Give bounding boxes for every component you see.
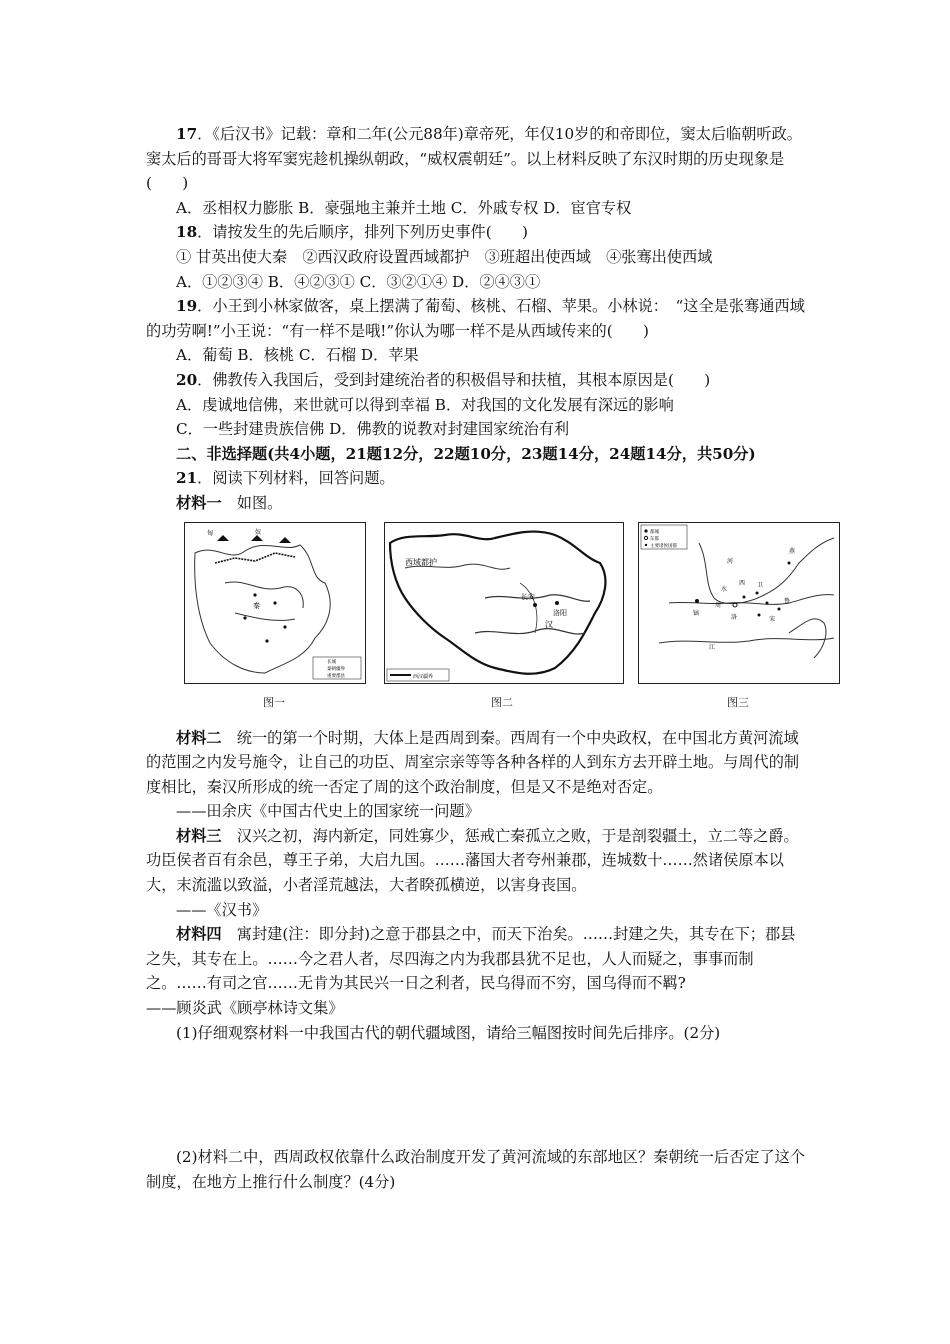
material-4-source: ——顾炎武《顾亭林诗文集》 [146,999,344,1018]
q20-stem: 20．佛教传入我国后，受到封建统治者的积极倡导和扶植，其根本原因是( ) [176,370,711,389]
q18-number: 18 [176,223,198,242]
material-3-text: 汉兴之初，海内新定，同姓寡少，惩戒亡秦孤立之败，于是剖裂疆土，立二等之爵。功臣侯者百有余邑，尊王子弟，大启九国。……藩国大者夸州兼郡，连城数十……然诸侯原本以大，末流滥以致溢，小者淫荒越法，大者睽孤横逆，以害身丧国。 [146,826,799,895]
fig2-label-luoyang: 洛阳 [553,608,567,617]
q19-number: 19 [176,297,198,316]
map-figures [146,522,810,722]
material-4-label: 材料四 [176,925,222,944]
western-zhou-map [639,523,839,683]
material-4 [146,922,810,996]
fig3-legend-1: 都城 [650,529,659,535]
fig2-legend: 西汉疆界 [413,673,434,680]
q20-number: 20 [176,370,198,389]
fig3-label-xi: 西 [739,579,746,587]
fig3-label-shui: 水 [721,585,728,593]
fig3-label-jiang: 江 [709,643,716,651]
fig1-label-xiongnu: 匈 [207,529,214,537]
fig3-label-wei: 卫 [757,581,764,589]
material-3 [146,824,810,898]
q17-number: 17 [176,125,198,143]
q17-stem: 17．《后汉书》记载：章和二年(公元88年)章帝死，年仅10岁的和帝即位，窦太后临朝听政。窦太后的哥哥大将军窦宪趁机操纵朝政，“威权震朝廷”。以上材料反映了东汉时期的历史现象是( ) [146,125,802,193]
map-caption-3: 图三 [727,695,749,709]
material-1-label: 材料一 [176,493,222,512]
q21-stem: 21．阅读下列材料，回答问题。 [176,469,395,488]
q18-stem: 18．请按发生的先后顺序，排列下列历史事件( ) [176,223,528,242]
q18-options: A．①②③④ B．④②③① C．③②①④ D．②④③① [176,272,541,291]
fig3-label-yan: 燕 [789,547,796,555]
fig1-legend-2: 秦朝疆界 [327,666,345,672]
material-3-source: ——《汉书》 [176,900,268,919]
fig3-label-zhou: 周 [715,601,722,609]
fig3-label-hao: 镐 [693,609,700,617]
map-caption-2: 图二 [491,695,513,709]
answer-space-1[interactable] [146,1045,810,1145]
fig2-label-han: 汉 [545,619,553,629]
sub-question-2: (2)材料二中，西周政权依靠什么政治制度开发了黄河流域的东部地区？秦朝统一后否定了这个制度，在地方上推行什么制度？(4分) [146,1148,806,1191]
western-han-territory-map [385,523,623,683]
map-figure-3 [638,522,840,684]
q19-stem: 19．小王到小林家做客，桌上摆满了葡萄、核桃、石榴、苹果。小林说： “这全是张骞通西域的功劳啊!”小王说：“有一样不是哦!”你认为哪一样不是从西域传来的( ) [146,297,805,340]
fig3-label-song: 宋 [769,615,776,623]
q19-options: A．葡萄 B．核桃 C．石榴 D．苹果 [176,346,419,365]
sub-question-1: (1)仔细观察材料一中我国古代的朝代疆域图，请给三幅图按时间先后排序。(2分) [176,1023,721,1042]
fig3-label-luo: 洛 [731,613,738,621]
q18-events: ① 甘英出使大秦 ②西汉政府设置西域都护 ③班超出使西域 ④张骞出使西域 [176,247,713,266]
fig3-legend-2: 东都 [650,536,659,542]
fig1-legend-3: 重要郡县 [327,673,345,679]
fig1-legend-1: 长城 [327,659,336,665]
map-caption-1: 图一 [263,695,285,709]
material-1-text: 如图。 [221,493,283,512]
material-2-source: ——田余庆《中国古代史上的国家统一问题》 [176,802,480,821]
material-4-text: 寓封建(注：即分封)之意于郡县之中，而天下治矣。……封建之失，其专在下；郡县之失，其专在上。……今之君人者，尽四海之内为我郡县犹不足也，人人而疑之，事事而制之。……有司之官……无肯为其民兴一日之利者，民乌得而不穷，国乌得而不羁? [146,925,796,993]
fig3-legend-3: 主要诸侯国都 [650,543,677,549]
fig2-label-xiyu: 西域都护 [405,557,437,567]
q21-number: 21 [176,469,198,488]
fig3-label-lu: 鲁 [784,597,791,605]
material-2-text: 统一的第一个时期，大体上是西周到秦。西周有一个中央政权，在中国北方黄河流域的范围之内发号施令，让自己的功臣、周室宗亲等等各种各样的人到东方去开辟土地。与周代的制度相比，秦汉所形成的统一否定了周的这个政治制度，但是又不是绝对否定。 [146,728,800,796]
material-2 [146,726,810,800]
fig1-label-qin: 秦 [253,601,260,610]
map-figure-1 [184,522,366,684]
qin-territory-map [185,523,365,683]
q20-options-2: C．一些封建贵族信佛 D．佛教的说教对封建国家统治有利 [176,420,570,439]
map-figure-2 [384,522,624,684]
fig1-label-nu: 奴 [255,528,262,536]
q20-options-1: A．虔诚地信佛，来世就可以得到幸福 B．对我国的文化发展有深远的影响 [176,395,674,414]
q17-options: A．丞相权力膨胀 B．豪强地主兼并土地 C．外戚专权 D．宦官专权 [176,198,632,217]
material-2-label: 材料二 [176,728,222,747]
exam-page [146,122,810,1194]
section2-heading: 二、非选择题(共4小题，21题12分，22题10分，23题14分，24题14分，共50分) [176,444,756,463]
material-3-label: 材料三 [176,826,222,845]
fig2-label-changan: 长安 [521,592,535,601]
material-1 [146,491,810,516]
fig3-label-he: 河 [727,557,734,565]
